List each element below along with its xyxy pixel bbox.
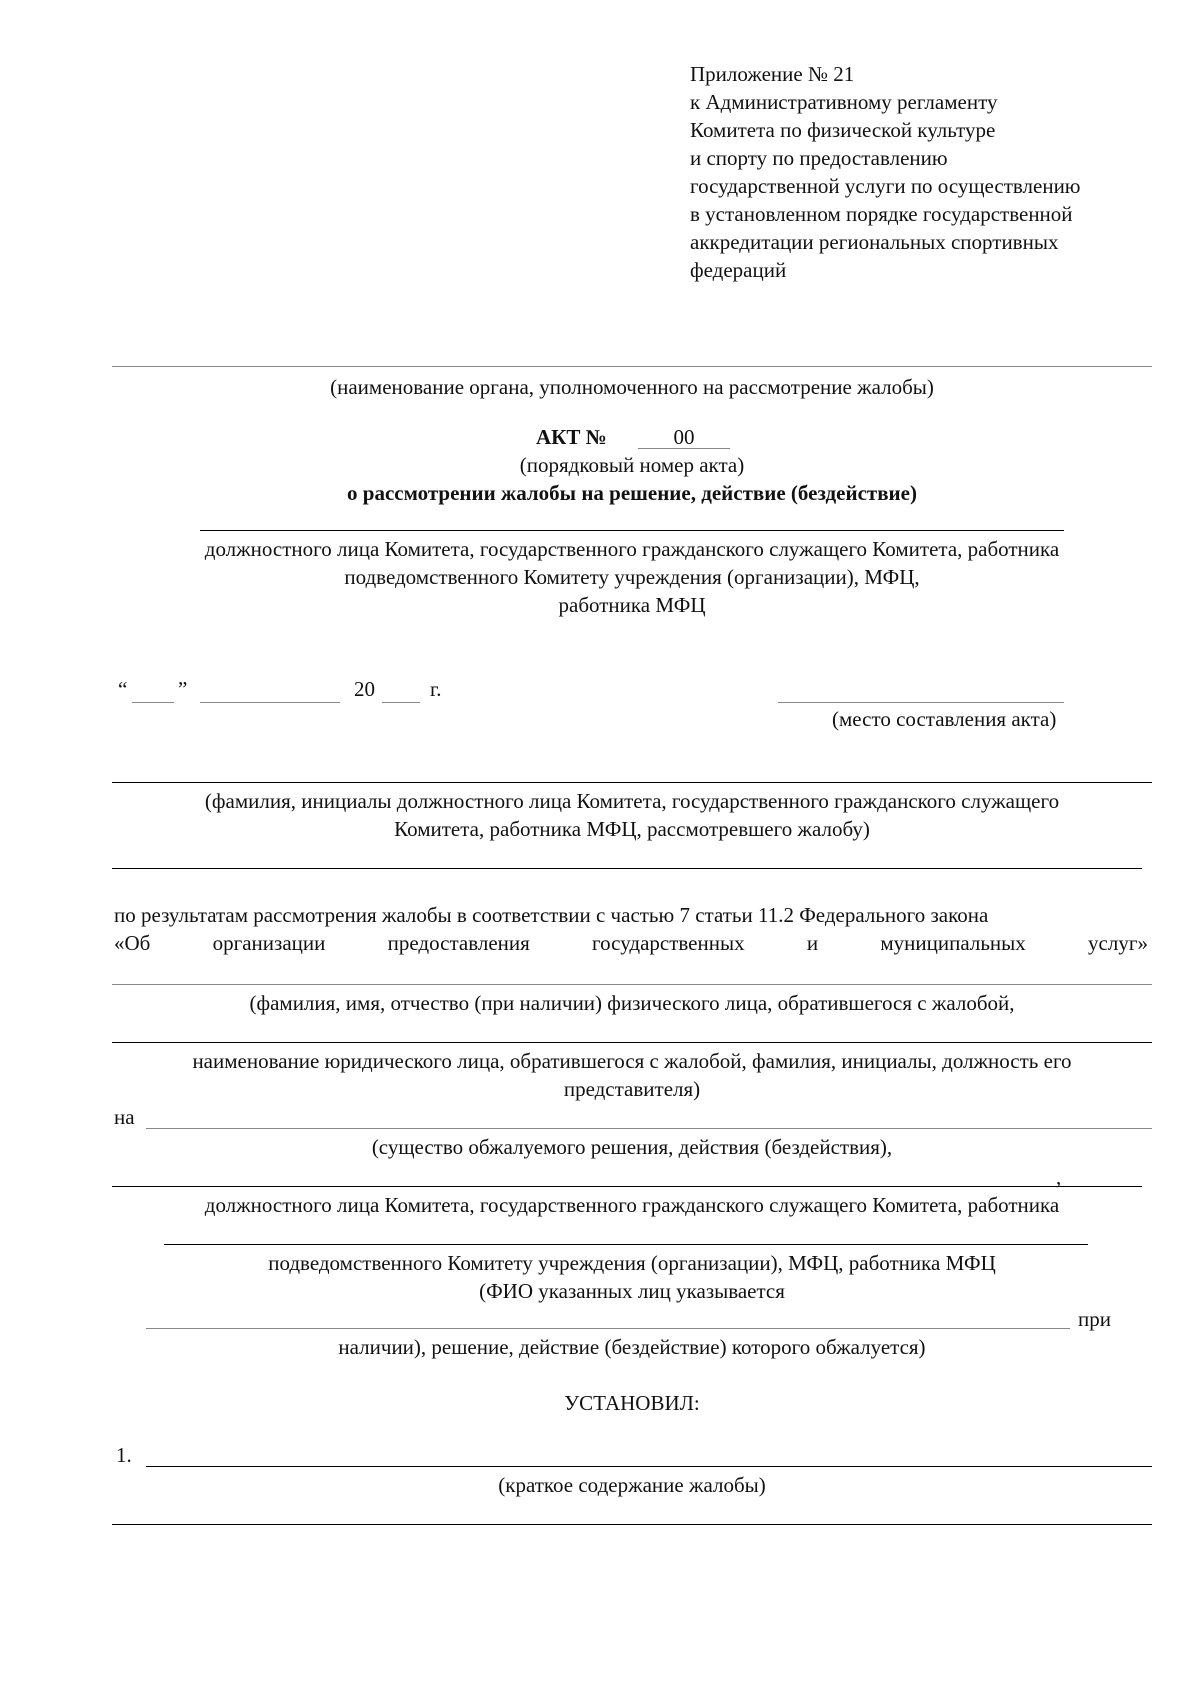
- date-open-quote: “: [118, 677, 128, 701]
- date-day-field[interactable]: [132, 702, 174, 703]
- results-word: «Об: [114, 931, 151, 955]
- appeal-comma: ,: [1056, 1165, 1062, 1189]
- appeal-fio-line: (ФИО указанных лиц указывается: [479, 1279, 785, 1303]
- official-caption-line3: работника МФЦ: [558, 593, 706, 617]
- appendix-line: федераций: [690, 258, 787, 282]
- date-month-field[interactable]: [200, 702, 340, 703]
- appeal-essence-caption: (существо обжалуемого решения, действия (бездействия),: [371, 1135, 893, 1159]
- results-line2: [114, 930, 1148, 956]
- appendix-line: аккредитации региональных спортивных: [690, 230, 1059, 254]
- appendix-line: в установленном порядке государственной: [690, 202, 1073, 226]
- results-word: организации: [212, 931, 326, 955]
- appendix-line: государственной услуги по осуществлению: [690, 174, 1081, 198]
- appendix-line: к Административному регламенту: [690, 90, 998, 114]
- date-year-prefix: 20: [354, 677, 375, 701]
- results-word: предоставления: [387, 931, 530, 955]
- established-title: УСТАНОВИЛ:: [564, 1391, 700, 1415]
- appeal-fio-field[interactable]: [146, 1328, 1070, 1329]
- appendix-line: и спорту по предоставлению: [690, 146, 948, 170]
- appeal-official-caption-line1: должностного лица Комитета, государственного гражданского служащего Комитета, работника: [204, 1193, 1060, 1217]
- results-line1: по результатам рассмотрения жалобы в соответствии с частью 7 статьи 11.2 Федерального закона: [114, 903, 989, 927]
- official-caption-line2: подведомственного Комитету учреждения (организации), МФЦ,: [344, 565, 920, 589]
- applicant-caption-line1: (фамилия, имя, отчество (при наличии) физического лица, обратившегося с жалобой,: [249, 991, 1015, 1015]
- results-word: и: [806, 931, 819, 955]
- reviewer-caption-line1: (фамилия, инициалы должностного лица Комитета, государственного гражданского служащего: [204, 789, 1060, 813]
- act-subject: о рассмотрении жалобы на решение, действие (бездействие): [347, 481, 917, 505]
- appeal-official-second-line[interactable]: [164, 1244, 1088, 1245]
- results-word: муниципальных: [880, 931, 1026, 955]
- act-number-caption: (порядковый номер акта): [519, 453, 745, 477]
- act-number[interactable]: 00: [673, 425, 695, 449]
- applicant-second-line[interactable]: [112, 1042, 1152, 1043]
- reviewer-caption-line2: Комитета, работника МФЦ, рассмотревшего жалобу): [394, 817, 870, 841]
- appeal-pri: при: [1078, 1307, 1111, 1331]
- appendix-line: Приложение № 21: [690, 62, 855, 86]
- official-caption-line1: должностного лица Комитета, государственного гражданского служащего Комитета, работника: [204, 537, 1060, 561]
- appeal-essence-line[interactable]: [146, 1128, 1152, 1129]
- act-number-underline: [638, 448, 730, 449]
- appendix-line: Комитета по физической культуре: [690, 118, 996, 142]
- official-name-line[interactable]: [200, 530, 1064, 531]
- appeal-official-line[interactable]: [112, 1186, 1142, 1187]
- appeal-final-line: наличии), решение, действие (бездействие) которого обжалуется): [338, 1335, 926, 1359]
- results-word: услуг»: [1088, 931, 1148, 955]
- organ-name-line[interactable]: [112, 366, 1152, 367]
- applicant-caption-line2: наименование юридического лица, обратившегося с жалобой, фамилия, инициалы, должность его: [192, 1049, 1072, 1073]
- place-field[interactable]: [778, 702, 1064, 703]
- date-close-quote: ”: [178, 677, 188, 701]
- summary-caption: (краткое содержание жалобы): [498, 1473, 766, 1497]
- item-number: 1.: [116, 1443, 132, 1467]
- place-caption: (место составления акта): [832, 707, 1057, 731]
- on-label: на: [114, 1105, 135, 1129]
- summary-line[interactable]: [146, 1466, 1152, 1467]
- date-year-field[interactable]: [382, 702, 420, 703]
- act-label: АКТ №: [536, 425, 607, 449]
- reviewer-name-line[interactable]: [112, 782, 1152, 783]
- results-word: государственных: [592, 931, 745, 955]
- date-year-suffix: г.: [430, 677, 442, 701]
- organ-caption: (наименование органа, уполномоченного на рассмотрение жалобы): [330, 375, 934, 399]
- reviewer-extra-line[interactable]: [112, 868, 1142, 869]
- summary-second-line[interactable]: [112, 1524, 1152, 1525]
- applicant-name-line[interactable]: [112, 984, 1152, 985]
- applicant-caption-line3: представителя): [563, 1077, 701, 1101]
- appeal-official-caption-line2: подведомственного Комитету учреждения (организации), МФЦ, работника МФЦ: [268, 1251, 996, 1275]
